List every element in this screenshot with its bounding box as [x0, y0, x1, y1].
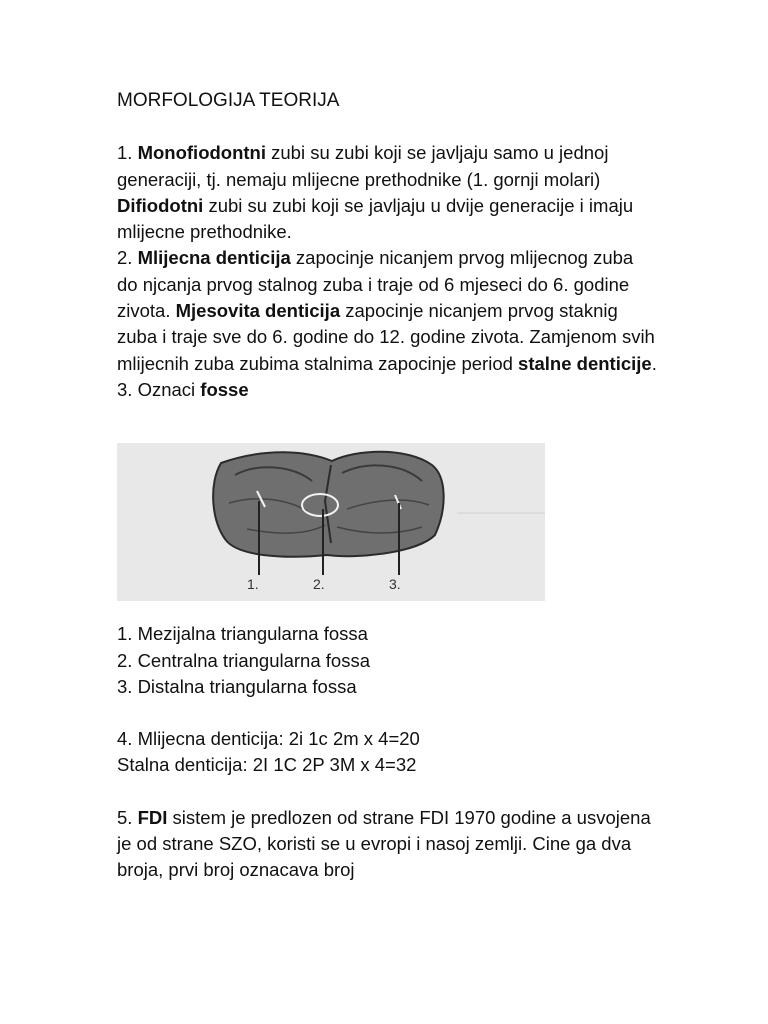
dentition-formula-primary: 4. Mlijecna denticija: 2i 1c 2m x 4=20 — [117, 728, 420, 750]
item-number: 1. — [117, 142, 138, 164]
item-number: 5. — [117, 806, 138, 828]
figure-label-1: 1. — [247, 576, 259, 593]
list-item: 2. Centralna triangularna fossa — [117, 649, 370, 671]
paragraph-text: zubi su zubi koji se javljaju samo u jednoj generaciji, tj. nemaju mlijecne prethodnike (1. gornji molari) — [117, 142, 609, 190]
term-fdi: FDI — [137, 806, 168, 828]
paragraph-1 — [117, 140, 657, 193]
term-mjesovita-denticija: Mjesovita denticija — [175, 300, 341, 322]
paragraph-text: zapocinje nicanjem prvog mlijecnog zuba do njcanja prvog stalnog zuba i traje od 6 mjeseci do 6. godine zivota. — [117, 247, 634, 322]
item-number: 3. Oznaci — [117, 378, 201, 400]
molar-drawing — [117, 443, 545, 601]
dentition-formula-permanent: Stalna denticija: 2I 1C 2P 3M x 4=32 — [117, 754, 417, 776]
paragraph-1b — [117, 193, 657, 246]
tooth-occlusal-figure — [117, 443, 545, 601]
molar-crown — [213, 452, 444, 557]
paragraph-text: sistem je predlozen od strane FDI 1970 godine a usvojena je od strane SZO, koristi se u evropi i nasoj zemlji. Cine ga dva broja, prvi broj oznacava broj — [117, 806, 651, 881]
paragraph-text: . — [651, 352, 657, 374]
document-title: MORFOLOGIJA TEORIJA — [117, 90, 340, 111]
paragraph-2 — [117, 245, 657, 376]
paragraph-5 — [117, 805, 657, 884]
figure-label-2: 2. — [313, 576, 325, 593]
term-monofiodontni: Monofiodontni — [137, 142, 266, 164]
document-page — [117, 88, 657, 884]
paragraph-text: zapocinje nicanjem prvog staknig zuba i traje sve do 6. godine do 12. godine zivota. Zamjenom svih mlijecnih zuba zubima stalnima zapocinje period — [117, 300, 655, 374]
term-difiodotni: Difiodotni — [117, 194, 204, 216]
term-fosse: fosse — [200, 378, 249, 400]
term-mlijecna-denticija: Mlijecna denticija — [137, 247, 291, 269]
paragraph-3 — [117, 377, 657, 403]
list-item: 3. Distalna triangularna fossa — [117, 675, 357, 697]
figure-label-3: 3. — [389, 576, 401, 593]
item-number: 2. — [117, 247, 138, 269]
fossa-list — [117, 621, 657, 700]
term-stalne-denticije: stalne denticije — [518, 352, 652, 374]
list-item: 1. Mezijalna triangularna fossa — [117, 623, 368, 645]
paragraph-text: zubi su zubi koji se javljaju u dvije generacije i imaju mlijecne prethodnike. — [117, 194, 634, 243]
